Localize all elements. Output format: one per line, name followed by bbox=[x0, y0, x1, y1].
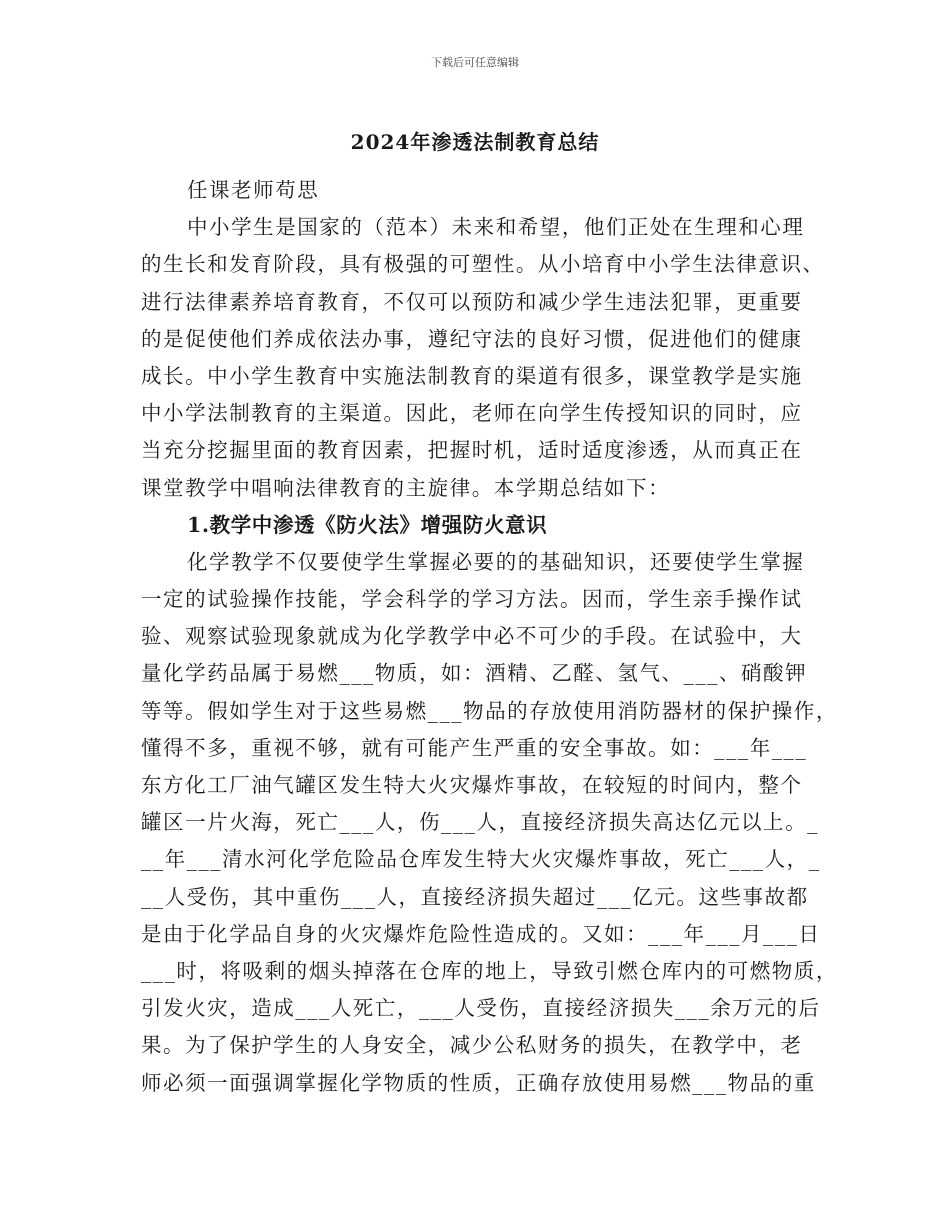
paragraph-line: __人受伤，其中重伤___人，直接经济损失超过___亿元。这些事故都 bbox=[141, 884, 809, 909]
paragraph-line: 量化学药品属于易燃___物质，如：酒精、乙醛、氢气、___、硝酸钾 bbox=[141, 661, 808, 686]
paragraph-line: 中小学生是国家的（范本）未来和希望，他们正处在生理和心理 bbox=[187, 215, 805, 240]
paragraph-line: 当充分挖掘里面的教育因素，把握时机，适时适度渗透，从而真正在 bbox=[141, 438, 803, 463]
paragraph-line: 验、观察试验现象就成为化学教学中必不可少的手段。在试验中，大 bbox=[141, 624, 803, 649]
paragraph-line: 罐区一片火海，死亡___人，伤___人，直接经济损失高达亿元以上。_ bbox=[141, 810, 819, 835]
section-heading: 1.教学中渗透《防火法》增强防火意识 bbox=[187, 512, 548, 537]
paragraph-line: 成长。中小学生教育中实施法制教育的渠道有很多，课堂教学是实施 bbox=[141, 363, 803, 388]
paragraph-line: 的是促使他们养成依法办事，遵纪守法的良好习惯，促进他们的健康 bbox=[141, 326, 803, 351]
document-title: 2024年渗透法制教育总结 bbox=[350, 130, 600, 154]
paragraph-line: 一定的试验操作技能，学会科学的学习方法。因而，学生亲手操作试 bbox=[141, 587, 803, 612]
paragraph-line: 等等。假如学生对于这些易燃___物品的存放使用消防器材的保护操作， bbox=[141, 698, 838, 723]
paragraph-line: 课堂教学中唱响法律教育的主旋律。本学期总结如下： bbox=[141, 475, 671, 500]
paragraph-line: 果。为了保护学生的人身安全，减少公私财务的损失，在教学中，老 bbox=[141, 1033, 803, 1058]
paragraph-line: 是由于化学品自身的火灾爆炸危险性造成的。又如：___年___月___日 bbox=[141, 921, 821, 946]
paragraph-line: 懂得不多，重视不够，就有可能产生严重的安全事故。如：___年___ bbox=[141, 735, 808, 760]
paragraph-line: 中小学法制教育的主渠道。因此，老师在向学生传授知识的同时，应 bbox=[141, 401, 803, 426]
paragraph-line: 化学教学不仅要使学生掌握必要的的基础知识，还要使学生掌握 bbox=[187, 549, 805, 574]
paragraph-line: 进行法律素养培育教育，不仅可以预防和减少学生违法犯罪，更重要 bbox=[141, 289, 803, 314]
author-line: 任课老师苟思 bbox=[187, 178, 320, 202]
paragraph-line: 师必须一面强调掌握化学物质的性质，正确存放使用易燃___物品的重 bbox=[141, 1070, 816, 1095]
paragraph-line: 的生长和发育阶段，具有极强的可塑性。从小培育中小学生法律意识、 bbox=[141, 252, 825, 277]
header-note: 下载后可任意编辑 bbox=[431, 56, 519, 69]
paragraph-line: __年___清水河化学危险品仓库发生特大火灾爆炸事故，死亡___人，_ bbox=[141, 847, 821, 872]
paragraph-line: 东方化工厂油气罐区发生特大火灾爆炸事故，在较短的时间内，整个 bbox=[141, 773, 803, 797]
paragraph-line: 引发火灾，造成___人死亡，___人受伤，直接经济损失___余万元的后 bbox=[141, 996, 821, 1021]
document-body bbox=[141, 172, 838, 1102]
paragraph-line: ___时，将吸剩的烟头掉落在仓库的地上，导致引燃仓库内的可燃物质， bbox=[141, 958, 838, 983]
